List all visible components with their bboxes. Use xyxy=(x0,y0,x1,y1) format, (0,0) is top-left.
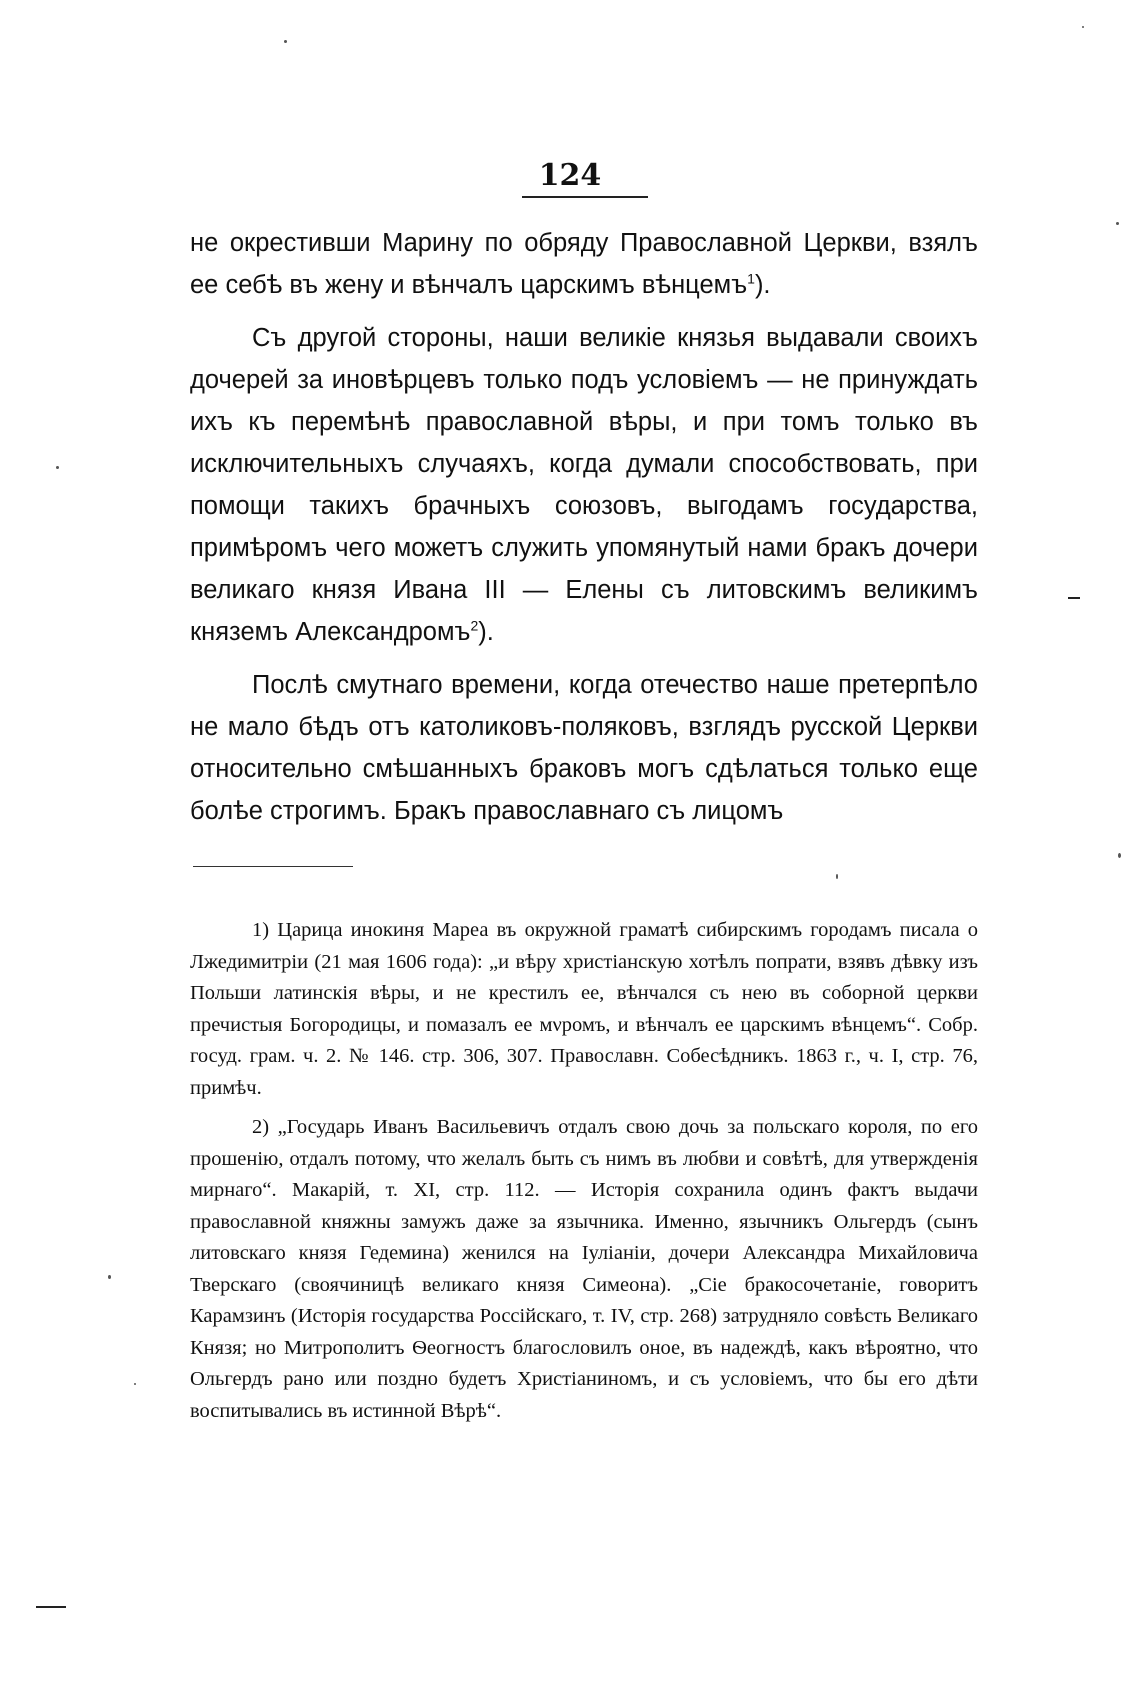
scan-speck xyxy=(284,40,287,43)
paragraph-2 xyxy=(190,317,978,653)
footnote-2 xyxy=(190,1112,978,1427)
page-number: 124 xyxy=(538,158,602,193)
scan-speck xyxy=(56,466,59,469)
page-number-rule xyxy=(522,196,648,198)
footnote-ref-2: 2 xyxy=(470,617,479,634)
scan-speck xyxy=(1118,853,1121,858)
footnote-2-number: 2) xyxy=(252,1116,270,1138)
scan-speck xyxy=(1116,222,1119,225)
footnote-1 xyxy=(190,915,978,1104)
paragraph-3: Послѣ смутнаго времени, когда отечество наше претерпѣло не мало бѣдъ отъ католиковъ-поляковъ, взглядъ русской Церкви относительно смѣшанныхъ браковъ могъ сдѣлаться только еще болѣе строгимъ. Бракъ православнаго съ лицомъ xyxy=(190,671,978,825)
scan-mark xyxy=(1068,597,1080,599)
main-text xyxy=(190,222,978,832)
footnotes xyxy=(190,915,978,1435)
paragraph-1 xyxy=(190,222,978,306)
footnote-separator xyxy=(193,866,353,867)
scan-mark xyxy=(36,1606,66,1608)
scan-speck xyxy=(1082,26,1084,28)
footnote-1-text: Царица инокиня Мареа въ окружной граматѣ сибирскимъ городамъ писала о Лжедимитріи (21 мая 1606 года): „и вѣру христіанскую хотѣлъ попрати, взявъ дѣвку изъ Польши латинскія вѣры, и не крестилъ ее, вѣнчался съ нею въ соборной церкви пречистыя Богородицы, и помазалъ ее мνромъ, и вѣнчалъ ее царскимъ вѣнцемъ“. Собр. госуд. грам. ч. 2. № 146. стр. 306, 307. Православн. Собесѣдникъ. 1863 г., ч. I, стр. 76, примѣч. xyxy=(190,919,978,1099)
footnote-ref-1: 1 xyxy=(747,270,755,287)
paragraph-1-end: ). xyxy=(754,271,771,299)
footnote-2-text: „Государь Иванъ Васильевичъ отдалъ свою дочь за польскаго короля, по его прошенію, отдалъ потому, что желалъ быть съ нимъ въ любви и совѣтѣ, для утвержденія мирнаго“. Макарій, т. XI, стр. 112. — Исторія сохранила одинъ фактъ выдачи православной княжны замужъ даже за язычника. Именно, язычникъ Ольгердъ (сынъ литовскаго князя Гедемина) женился на Іуліаніи, дочери Александра Михайловича Тверскаго (своячиницѣ великаго князя Симеона). „Сіе бракосочетаніе, говоритъ Карамзинъ (Исторія государства Россійскаго, т. IV, стр. 268) затрудняло совѣсть Великаго Князя; но Митрополитъ Ѳеогностъ благословилъ оное, въ надеждѣ, какъ вѣроятно, что Ольгердъ рано или поздно будетъ Христіаниномъ, и съ условіемъ, что бы его дѣти воспитывались въ истинной Вѣрѣ“. xyxy=(190,1116,978,1422)
scan-speck xyxy=(108,1275,111,1279)
paragraph-2-end: ). xyxy=(478,618,494,646)
paragraph-2-text: Съ другой стороны, наши великіе князья выдавали своихъ дочерей за иновѣрцевъ только подъ условіемъ — не принуждать ихъ къ перемѣнѣ православной вѣры, и при томъ только въ исключительныхъ случаяхъ, когда думали способствовать, при помощи такихъ брачныхъ союзовъ, выгодамъ государства, примѣромъ чего можетъ служить упомянутый нами бракъ дочери великаго князя Ивана III — Елены съ литовскимъ великимъ княземъ Александромъ xyxy=(190,324,978,646)
scan-speck xyxy=(836,874,838,879)
paragraph-1-text: не окрестивши Марину по обряду Православной Церкви, взялъ ее себѣ въ жену и вѣнчалъ царскимъ вѣнцемъ xyxy=(190,229,978,299)
scan-speck xyxy=(134,1383,136,1385)
footnote-1-number: 1) xyxy=(252,919,270,941)
